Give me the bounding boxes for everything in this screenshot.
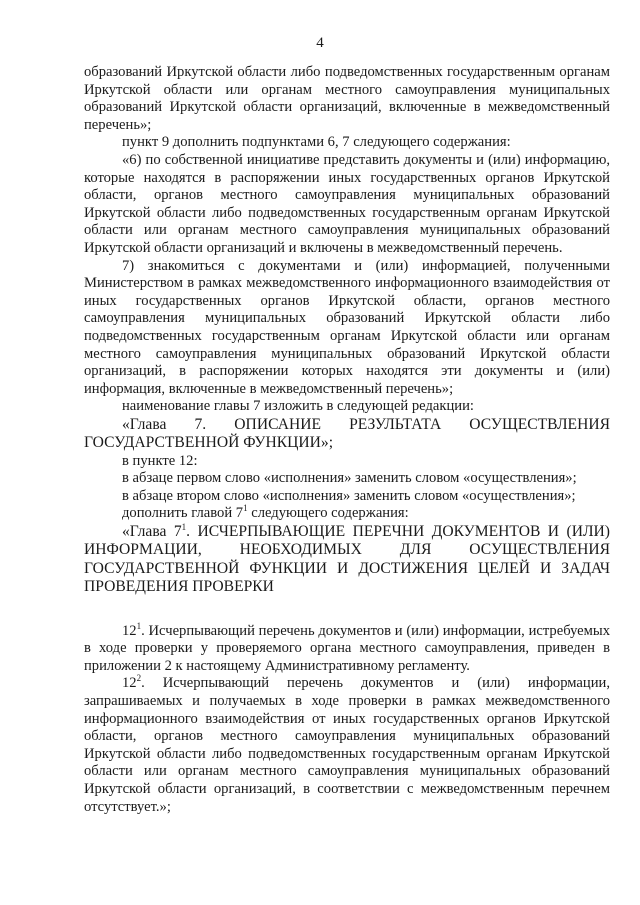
paragraph-subpoint-6: «6) по собственной инициативе представить документы и (или) информацию, которые находятся в распоряжении иных государственных органов Иркутской области, органов местного самоуправления муниципальных образований Иркутской области либо подведомственных государственным органам Иркутской области или органам местного самоуправления муниципальных образований Иркутской области организаций и включены в межведомственный перечень. [84,151,610,256]
chapter-7-1-sup: 1 [181,521,187,532]
item-12-2-text: . Исчерпывающий перечень документов и (или) информации, запрашиваемых и получаемых в ходе проверки в рамках межведомственного информационного взаимодействия от иных государственных органов Иркутской области, органов местного самоуправления муниципальных образований Иркутской области либо подведомственных государственным органам Иркутской области или органам местного самоуправления муниципальных образований Иркутской области организаций, в соответствии с межведомственным перечнем отсутствует.»; [84,675,610,815]
item-12-1-number: 12 [122,622,137,639]
add-chapter-sup: 1 [243,503,248,514]
item-12-1-sup: 1 [136,620,142,631]
chapter-7-heading: «Глава 7. ОПИСАНИЕ РЕЗУЛЬТАТА ОСУЩЕСТВЛЕНИЯ ГОСУДАРСТВЕННОЙ ФУНКЦИИ»; [84,415,610,452]
paragraph-add-chapter [84,505,610,523]
item-12-2-sup: 2 [136,673,142,684]
item-12-1-text: . Исчерпывающий перечень документов и (или) информации, истребуемых в ходе проверки у проверяемого органа местного самоуправления, приведен в приложении 2 к настоящему Административному регламенту. [84,622,610,674]
item-12-2-number: 12 [122,675,137,692]
document-body [84,64,610,816]
section-spacer [84,597,610,623]
paragraph-point-9: пункт 9 дополнить подпунктами 6, 7 следующего содержания: [122,134,511,151]
paragraph-second-abzac: в абзаце втором слово «исполнения» заменить словом «осуществления»; [122,487,576,504]
paragraph-subpoint-7: 7) знакомиться с документами и (или) информацией, полученными Министерством в рамках межведомственного информационного взаимодействия от иных государственных органов Иркутской области, органов местного самоуправления муниципальных образований Иркутской области либо подведомственных государственным органам Иркутской области или органам местного самоуправления муниципальных образований Иркутской области организаций, в распоряжении которых находятся эти документы и (или) информация, включенные в межведомственный перечень»; [84,257,610,397]
page-number: 4 [316,35,324,51]
chapter-7-1-title: . ИСЧЕРПЫВАЮЩИЕ ПЕРЕЧНИ ДОКУМЕНТОВ И (ИЛИ) ИНФОРМАЦИИ, НЕОБХОДИМЫХ ДЛЯ ОСУЩЕСТВЛЕНИЯ ГОСУДАРСТВЕННОЙ ФУНКЦИИ И ДОСТИЖЕНИЯ ЦЕЛЕЙ И ЗАДАЧ ПРОВЕДЕНИЯ ПРОВЕРКИ [84,523,610,596]
paragraph-12-1 [84,620,610,676]
paragraph-point-12: в пункте 12: [122,452,198,469]
paragraph-first-abzac: в абзаце первом слово «исполнения» заменить словом «осуществления»; [122,470,577,487]
chapter-7-1-prefix: «Глава 7 [122,523,182,541]
add-chapter-prefix: дополнить главой 7 [122,505,244,522]
paragraph-12-2 [84,675,610,816]
paragraph-continuation: образований Иркутской области либо подведомственных государственным органам Иркутской области или органам местного самоуправления муниципальных образований Иркутской области организаций, включенные в межведомственный перечень»; [84,64,610,133]
add-chapter-suffix: следующего содержания: [247,505,409,522]
paragraph-chapter-7-rename: наименование главы 7 изложить в следующей редакции: [122,398,474,415]
chapter-7-1-heading [84,523,610,597]
